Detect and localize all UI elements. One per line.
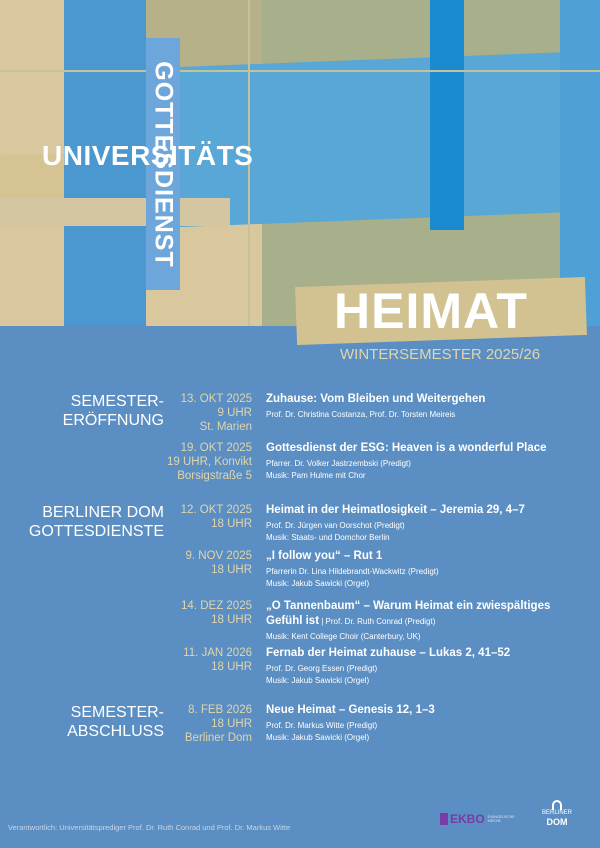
event-date: 13. OKT 2025 (180, 393, 252, 405)
artwork-dark-blue-bar (430, 0, 464, 230)
event-title-text: Gottesdienst der ESG: Heaven is a wonderful Place (266, 442, 547, 454)
section-heading: SEMESTER- (70, 704, 164, 721)
event-date: 18 UHR (211, 718, 252, 730)
section-heading: ERÖFFNUNG (62, 412, 164, 429)
event-title-text: Heimat in der Heimatlosigkeit – Jeremia 29, 4–7 (266, 504, 525, 516)
ekbo-logo: EKBO EVANGELISCHE KIRCHE (440, 812, 515, 826)
event-detail: Musik: Staats- und Domchor Berlin (266, 533, 390, 542)
event-title-text: „O Tannenbaum“ – Warum Heimat ein zwiespältiges Gefühl ist (266, 600, 551, 627)
event-detail: Prof. Dr. Georg Essen (Predigt) (266, 664, 378, 673)
event-title-text: Neue Heimat – Genesis 12, 1–3 (266, 704, 435, 716)
event-detail: Pfarrerin Dr. Lina Hildebrandt-Wackwitz (Predigt) (266, 567, 439, 576)
event-title (266, 392, 566, 407)
event-date: 18 UHR (211, 661, 252, 673)
event-title (266, 441, 566, 456)
artwork-line (0, 70, 600, 72)
event-date: 9. NOV 2025 (185, 550, 252, 562)
page-title: HEIMAT (334, 283, 528, 339)
event-title (266, 599, 566, 629)
event-date: 8. FEB 2026 (188, 704, 252, 716)
event-detail: Prof. Dr. Markus Witte (Predigt) (266, 721, 378, 730)
event-title (266, 703, 566, 718)
event-date: 9 UHR (217, 407, 252, 419)
section-heading: BERLINER DOM (42, 504, 164, 521)
artwork-cream-strip (0, 198, 230, 226)
event-detail: Pfarrer. Dr. Volker Jastrzembski (Predigt) (266, 459, 411, 468)
event-title-extra: | Prof. Dr. Ruth Conrad (Predigt) (319, 617, 436, 626)
event-date: 19 UHR, Konvikt (166, 456, 252, 468)
universitaets-text: UNIVERSITÄTS (42, 140, 254, 171)
event-title (266, 503, 566, 518)
semester-label: WINTERSEMESTER 2025/26 (340, 346, 541, 363)
event-date: 11. JAN 2026 (183, 647, 252, 659)
event-date: 18 UHR (211, 564, 252, 576)
event-title (266, 646, 566, 661)
event-date: Berliner Dom (184, 732, 252, 744)
event-date: 18 UHR (211, 614, 252, 626)
event-title-text: Fernab der Heimat zuhause – Lukas 2, 41–52 (266, 647, 511, 659)
footer-responsible: Verantwortlich: Universitätsprediger Prof. Dr. Ruth Conrad und Prof. Dr. Markus Witte (8, 823, 291, 832)
gottesdienst-text: GOTTESDIENST (149, 60, 178, 268)
event-date: 19. OKT 2025 (180, 442, 252, 454)
event-title-text: Zuhause: Vom Bleiben und Weitergehen (266, 393, 486, 405)
dome-icon (552, 800, 562, 810)
berliner-dom-logo: BERLINER DOM (540, 800, 574, 827)
event-date: 12. OKT 2025 (180, 504, 252, 516)
event-detail: Musik: Kent College Choir (Canterbury, UK) (266, 632, 421, 641)
event-date: St. Marien (199, 421, 252, 433)
event-detail: Musik: Jakub Sawicki (Orgel) (266, 733, 370, 742)
event-detail: Musik: Pam Hulme mit Chor (266, 471, 366, 480)
event-title (266, 549, 566, 564)
event-title-text: „I follow you“ – Rut 1 (266, 550, 383, 562)
event-date: 18 UHR (211, 518, 252, 530)
event-date: Borsigstraße 5 (177, 470, 252, 482)
event-detail: Prof. Dr. Jürgen van Oorschot (Predigt) (266, 521, 405, 530)
event-detail: Musik: Jakub Sawicki (Orgel) (266, 579, 370, 588)
section-heading: ABSCHLUSS (67, 723, 164, 740)
event-date: 14. DEZ 2025 (181, 600, 252, 612)
section-heading: SEMESTER- (70, 393, 164, 410)
ekbo-mark-icon (440, 813, 448, 825)
event-detail: Prof. Dr. Christina Costanza, Prof. Dr. Torsten Meireis (266, 410, 456, 419)
event-detail: Musik: Jakub Sawicki (Orgel) (266, 676, 370, 685)
section-heading: GOTTESDIENSTE (28, 523, 164, 540)
